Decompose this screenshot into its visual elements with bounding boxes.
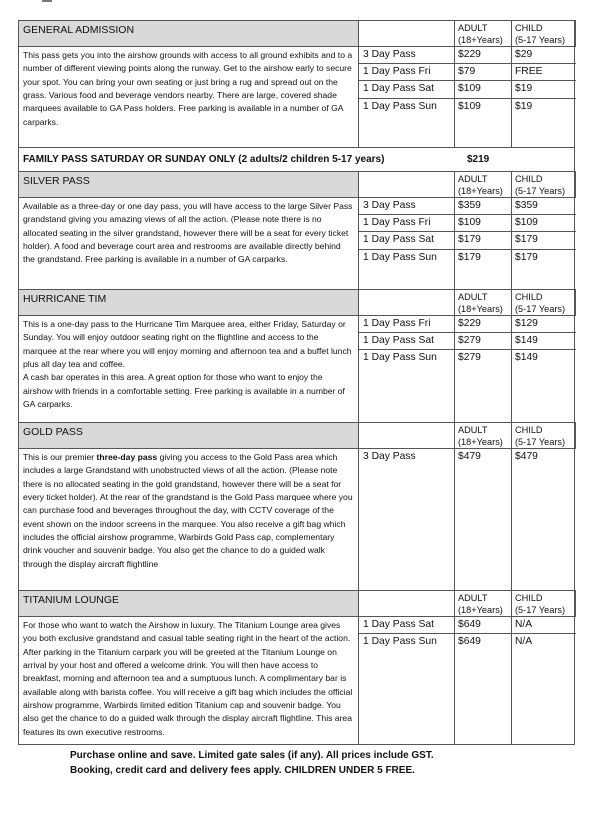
adult-prices <box>455 448 512 590</box>
section-title: GENERAL ADMISSION <box>19 20 359 46</box>
adult-price: $109 <box>458 100 481 112</box>
section-description: This is a one-day pass to the Hurricane Tim Marquee area, either Friday, Saturday or Sunday. You will enjoy outdoor seating right on the flightline and access to the marquee at the rear where you will enjoy morning and afternoon tea and a buffet lunch plus all day tea and coffee. A cash bar operates in this area. A great option for those who want to enjoy the airshow with friends in a comfortable setting. Free parking is available in a number of GA carparks. <box>19 315 359 422</box>
adult-price: $179 <box>455 232 511 249</box>
adult-price: $359 <box>455 198 511 215</box>
pass-type: 1 Day Pass Sun <box>363 352 437 364</box>
pass-type: 1 Day Pass Sat <box>359 232 454 249</box>
section-description: For those who want to watch the Airshow in luxury. The Titanium Lounge area gives you both exclusive grandstand and casual table seating right in the heart of the action. After parking in the Titanium carpark you will be greeted at the Titanium Lounge on arrival by your host and offered a welcome drink. You will then have access to breakfast, morning and afternoon tea and a sumptuous lunch. A complimentary bar is available along with barista coffee. You will receive a gift bag which includes the official airshow programme, Warbirds limited edition Titanium cap and souvenir badge. You also get the chance to do a guided walk through the display aircraft flightline. This area features its own executive restrooms. <box>19 616 359 744</box>
pass-type: 3 Day Pass <box>363 451 416 462</box>
child-price: $109 <box>512 215 576 232</box>
adult-price: $109 <box>455 81 511 98</box>
adult-column-header: ADULT (18+Years) <box>455 422 512 448</box>
child-price: $19 <box>512 81 576 98</box>
section-title: GOLD PASS <box>19 422 359 448</box>
section-description: This pass gets you into the airshow grounds with access to all ground exhibits and to a number of different viewing points along the runway. Get to the airshow early to secure your spot. You can bring your own seating or just bring a rug and spread out on the grass. Various food and beverage vendors nearby. There are large, covered shade marquees available to GA Pass holders. Free parking is available in a number of GA carparks. <box>19 46 359 147</box>
adult-price: $479 <box>458 451 481 462</box>
child-price: $359 <box>512 198 576 215</box>
adult-column-header: ADULT (18+Years) <box>455 590 512 616</box>
pass-type: 3 Day Pass <box>359 47 454 64</box>
pass-types <box>359 616 455 744</box>
family-pass-row <box>18 147 575 171</box>
child-prices <box>512 197 576 289</box>
pricing-table <box>18 20 575 745</box>
pass-type: 1 Day Pass Sun <box>363 636 437 648</box>
child-column-header: CHILD (5-17 Years) <box>512 590 576 616</box>
adult-price: $229 <box>455 316 511 333</box>
pass-type: 3 Day Pass <box>359 198 454 215</box>
pass-type: 1 Day Pass Fri <box>359 215 454 232</box>
child-price: $479 <box>515 451 538 462</box>
footer-line: Purchase online and save. Limited gate sales (if any). All prices include GST. <box>70 750 434 761</box>
child-price: N/A <box>515 636 533 648</box>
child-prices <box>512 616 576 744</box>
section-title: SILVER PASS <box>19 171 359 197</box>
pass-types <box>359 46 455 147</box>
section-description: Available as a three-day or one day pass, you will have access to the large Silver Pass grandstand giving you amazing views of all the action. (Please note there is no allocated seating in the silver grandstand, however there will be a seat for every ticket holder). A food and beverage court area and restrooms are available directly behind the grandstand. Free parking is available in a number of GA carparks. <box>19 197 359 289</box>
pass-type: 1 Day Pass Sat <box>359 617 454 634</box>
section-description: This is our premier three-day pass giving you access to the Gold Pass area which includes a large Grandstand with unobstructed views of all the action. (Please note there is no allocated seating in the gold grandstand, however there will be a seat for every ticket holder). At the rear of the grandstand is the Gold Pass marquee where you can purchase food and beverages throughout the day, with CCTV coverage of the event shown on the indoor screens in the marquee. You also receive a gift bag which includes the official airshow programme, Warbirds Gold Pass cap, complementary drink voucher and souvenir badge. You also get the chance to do a guided walk through the display aircraft flightline <box>19 448 359 590</box>
section-titanium-lounge <box>18 590 575 745</box>
footer-line: Booking, credit card and delivery fees apply. CHILDREN UNDER 5 FREE. <box>70 765 415 776</box>
adult-price: $179 <box>458 251 481 263</box>
child-price: $179 <box>515 251 538 263</box>
adult-column-header: ADULT (18+Years) <box>455 171 512 197</box>
section-hurricane-tim <box>18 289 575 422</box>
child-prices <box>512 315 576 422</box>
adult-prices <box>455 46 512 147</box>
pass-type: 1 Day Pass Fri <box>359 316 454 333</box>
child-column-header: CHILD (5-17 Years) <box>512 422 576 448</box>
child-price: $129 <box>512 316 576 333</box>
pass-type: 1 Day Pass Sun <box>363 100 437 112</box>
adult-prices <box>455 197 512 289</box>
pass-types <box>359 315 455 422</box>
child-column-header: CHILD (5-17 Years) <box>512 171 576 197</box>
adult-prices <box>455 616 512 744</box>
section-title: TITANIUM LOUNGE <box>19 590 359 616</box>
pass-type: 1 Day Pass Sun <box>363 251 437 263</box>
section-title: HURRICANE TIM <box>19 289 359 315</box>
adult-price: $279 <box>455 333 511 350</box>
adult-price: $279 <box>458 352 481 364</box>
header-mark <box>42 0 52 2</box>
child-price: $19 <box>515 100 533 112</box>
child-price: $149 <box>515 352 538 364</box>
adult-price: $649 <box>458 636 481 648</box>
adult-price: $109 <box>455 215 511 232</box>
child-price: $179 <box>512 232 576 249</box>
child-prices <box>512 448 576 590</box>
adult-price: $649 <box>455 617 511 634</box>
adult-column-header: ADULT (18+Years) <box>455 20 512 46</box>
child-price: FREE <box>512 64 576 81</box>
pass-types <box>359 448 455 590</box>
child-prices <box>512 46 576 147</box>
section-gold-pass <box>18 422 575 590</box>
child-price: N/A <box>512 617 576 634</box>
pass-type: 1 Day Pass Fri <box>359 64 454 81</box>
adult-column-header: ADULT (18+Years) <box>455 289 512 315</box>
section-general-admission <box>18 20 575 147</box>
pass-type: 1 Day Pass Sat <box>359 81 454 98</box>
adult-price: $79 <box>455 64 511 81</box>
pass-type: 1 Day Pass Sat <box>359 333 454 350</box>
child-price: $29 <box>512 47 576 64</box>
child-column-header: CHILD (5-17 Years) <box>512 20 576 46</box>
footer-notes <box>70 748 540 778</box>
section-silver-pass <box>18 171 575 289</box>
adult-prices <box>455 315 512 422</box>
child-price: $149 <box>512 333 576 350</box>
child-column-header: CHILD (5-17 Years) <box>512 289 576 315</box>
family-pass-price: $219 <box>467 154 490 165</box>
highlight-text: three-day pass <box>96 452 158 462</box>
family-pass-label: FAMILY PASS SATURDAY OR SUNDAY ONLY (2 adults/2 children 5-17 years) <box>23 154 385 165</box>
pass-types <box>359 197 455 289</box>
adult-price: $229 <box>455 47 511 64</box>
